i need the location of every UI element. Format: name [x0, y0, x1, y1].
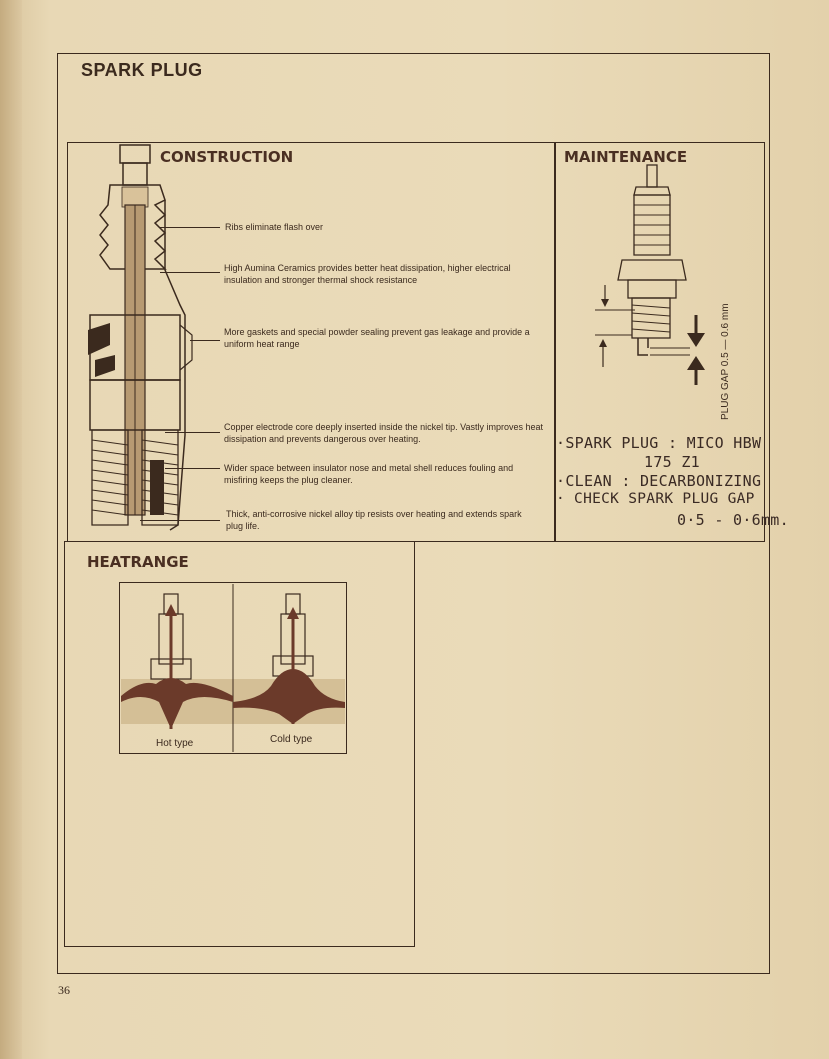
maintenance-line-4: · CHECK SPARK PLUG GAP [556, 491, 755, 507]
construction-note-3: More gaskets and special powder sealing prevent gas leakage and provide a uniform heat range [224, 327, 530, 349]
maintenance-line-3: ·CLEAN : DECARBONIZING [556, 472, 762, 490]
spark-plug-cutaway-diagram [70, 145, 230, 540]
construction-note-5: Wider space between insulator nose and metal shell reduces fouling and misfiring keeps the plug cleaner. [224, 463, 514, 485]
construction-note-1: Ribs eliminate flash over [225, 222, 324, 232]
maintenance-title: MAINTENANCE [564, 148, 688, 166]
page-spine-shadow [0, 0, 22, 1059]
leader-line-5 [165, 468, 220, 469]
leader-line-3 [190, 340, 220, 341]
construction-note-2: High Aumina Ceramics provides better heat dissipation, higher electrical insulation and stronger thermal shock resistance [224, 263, 511, 285]
hot-type-caption: Hot type [156, 738, 194, 749]
maintenance-line-2: 175 Z1 [644, 453, 700, 471]
spark-plug-gap-diagram [590, 165, 720, 410]
heatrange-title: HEATRANGE [87, 553, 189, 571]
page-title: SPARK PLUG [81, 60, 203, 80]
construction-note-6: Thick, anti-corrosive nickel alloy tip resists over heating and extends spark plug life. [226, 509, 522, 531]
leader-line-6 [140, 520, 220, 521]
maintenance-line-1: ·SPARK PLUG : MICO HBW [556, 434, 762, 452]
cold-type-caption: Cold type [270, 734, 313, 745]
plug-gap-label: PLUG GAP 0.5 — 0.6 mm [720, 303, 731, 420]
maintenance-line-5: 0·5 - 0·6mm. [677, 511, 789, 529]
leader-line-1 [160, 227, 220, 228]
leader-line-4 [165, 432, 220, 433]
construction-title: CONSTRUCTION [160, 148, 294, 166]
construction-note-4: Copper electrode core deeply inserted inside the nickel tip. Vastly improves heat dissipation and prevents dangerous over heating. [224, 422, 544, 444]
leader-line-2 [160, 272, 220, 273]
page-number: 36 [58, 983, 70, 997]
heatrange-illustration [121, 584, 345, 752]
